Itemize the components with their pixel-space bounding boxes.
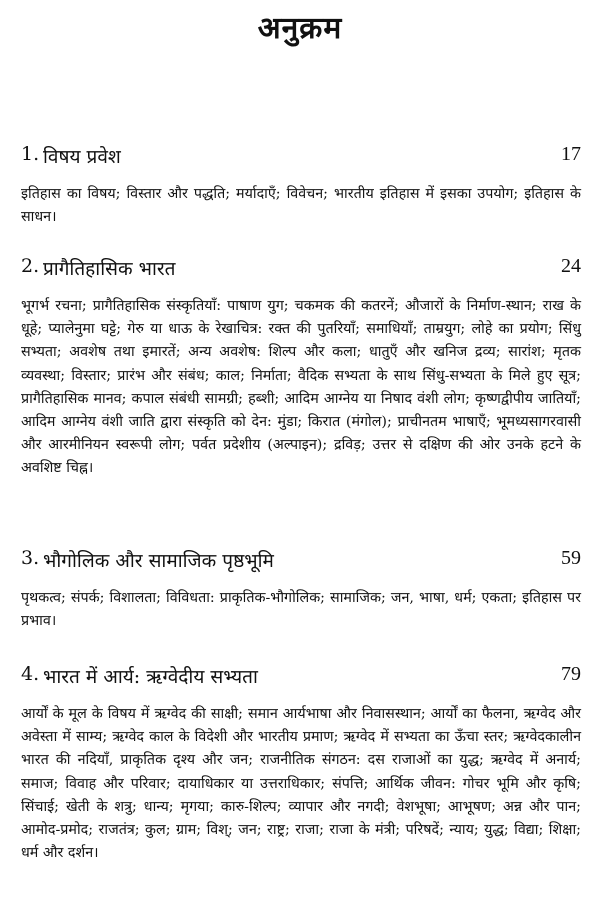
chapter-number: 4. [21, 663, 40, 685]
toc-entry-1 [21, 143, 581, 229]
page-number: 24 [561, 255, 581, 277]
chapter-topics: पृथकत्व; संपर्क; विशालता; विविधता: प्राकृतिक-भौगोलिक; सामाजिक; जन, भाषा, धर्म; एकता; इतिहास पर प्रभाव। [21, 590, 581, 630]
toc-entry-4 [21, 663, 581, 865]
chapter-number: 1. [21, 143, 40, 165]
toc-entry-heading [21, 255, 581, 287]
chapter-topics: भूगर्भ रचना; प्रागैतिहासिक संस्कृतियाँ: पाषाण युग; चकमक की कतरनें; औजारों के निर्माण-स्थान; राख के धूहे; प्यालेनुमा घट्टे; गेरु या धाऊ के रेखाचित्र: रक्त की पुतरियाँ; समाधियाँ; ताम्रयुग; लोहे का प्रयोग; सिंधु सभ्यता; अवशेष तथा इमारतें; अन्य अवशेष: शिल्प और कला; धातुएँ और खनिज द्रव्य; सारांश; मृतक व्यवस्था; विस्तार; प्रारंभ और संबंध; काल; निर्माता; वैदिक सभ्यता के साथ सिंधु-सभ्यता के मिले हुए सूत्र; प्रागैतिहासिक मानव; कपाल संबंधी सामग्री; हब्शी; आदिम आग्नेय या निषाद वंशी लोग; कृष्णद्वीपीय जातियाँ; आदिम आग्नेय वंशी जाति द्वारा संस्कृति को देन: मुंडा; किरात (मंगोल); प्राचीनतम भाषाएँ; भूमध्यसागरवासी और आरमीनियन स्वरूपी लोग; पर्वत प्रदेशीय (अल्पाइन); द्रविड़; उत्तर से दक्षिण की ओर उनके हटने के अवशिष्ट चिह्न। [21, 298, 581, 477]
chapter-topics: आर्यों के मूल के विषय में ऋग्वेद की साक्षी; समान आर्यभाषा और निवासस्थान; आर्यों का फैलना, ऋग्वेद और अवेस्ता में साम्य; ऋग्वेद काल के विदेशी और भारतीय प्रमाण; ऋग्वेद में सभ्यता का ऊँचा स्तर; ऋग्वेदकालीन भारत की नदियाँ, प्राकृतिक दृश्य और जन; राजनीतिक संगठन: दस राजाओं का युद्ध; ऋग्वेद में अनार्य; समाज; विवाह और परिवार; दायाधिकार या उत्तराधिकार; संपत्ति; आर्थिक जीवन: गोचर भूमि और कृषि; सिंचाई; खेती के शत्रु; धान्य; मृगया; कारु-शिल्प; व्यापार और नगदी; वेशभूषा; आभूषण; अन्न और पान; आमोद-प्रमोद; राजतंत्र; कुल; ग्राम; विश्; जन; राष्ट्र; राजा; राजा के मंत्री; परिषदें; न्याय; युद्ध; विद्या; शिक्षा; धर्म और दर्शन। [21, 706, 581, 862]
chapter-title: विषय प्रवेश [43, 146, 121, 168]
toc-entry-heading [21, 547, 581, 579]
toc-entry-2 [21, 255, 581, 481]
toc-entry-heading [21, 143, 581, 175]
chapter-number: 2. [21, 255, 40, 277]
chapter-title: भौगोलिक और सामाजिक पृष्ठभूमि [43, 550, 274, 572]
chapter-topics: इतिहास का विषय; विस्तार और पद्धति; मर्यादाएँ; विवेचन; भारतीय इतिहास में इसका उपयोग; इतिहास के साधन। [21, 186, 581, 226]
page-title: अनुक्रम [257, 11, 343, 46]
toc-entry-heading [21, 663, 581, 695]
toc-entry-3 [21, 547, 581, 633]
page-number: 79 [561, 663, 581, 685]
page-number: 17 [561, 143, 581, 165]
chapter-title: प्रागैतिहासिक भारत [43, 258, 176, 280]
chapter-title: भारत में आर्य: ऋग्वेदीय सभ्यता [43, 666, 258, 688]
chapter-number: 3. [21, 547, 40, 569]
page-number: 59 [561, 547, 581, 569]
